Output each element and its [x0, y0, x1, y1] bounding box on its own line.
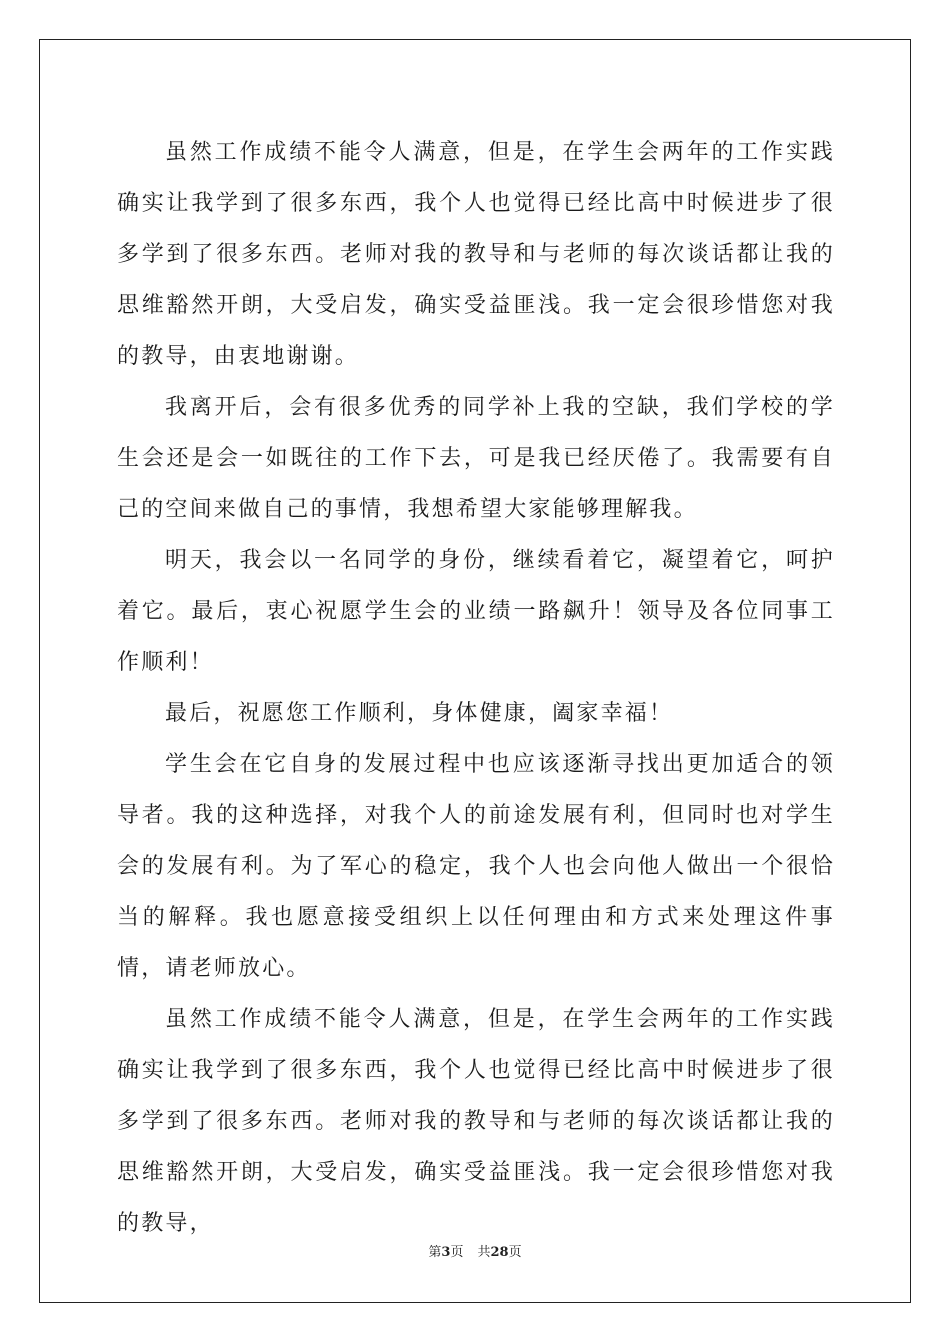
paragraph-3: 明天，我会以一名同学的身份，继续看着它，凝望着它，呵护着它。最后，衷心祝愿学生会的业绩一路飙升！领导及各位同事工作顺利！ [117, 548, 835, 675]
total-pages: 28 [490, 1245, 509, 1260]
document-body [117, 127, 835, 1249]
paragraph-6: 虽然工作成绩不能令人满意，但是，在学生会两年的工作实践确实让我学到了很多东西，我个人也觉得已经比高中时候进步了很多学到了很多东西。老师对我的教导和与老师的每次谈话都让我的思维豁然开朗，大受启发，确实受益匪浅。我一定会很珍惜您对我的教导， [117, 1007, 835, 1236]
page-number: 3 [441, 1245, 451, 1260]
paragraph-4: 最后，祝愿您工作顺利，身体健康，阖家幸福！ [165, 701, 674, 726]
page-prefix: 第 [428, 1245, 442, 1260]
paragraph-1: 虽然工作成绩不能令人满意，但是，在学生会两年的工作实践确实让我学到了很多东西，我个人也觉得已经比高中时候进步了很多学到了很多东西。老师对我的教导和与老师的每次谈话都让我的思维豁然开朗，大受启发，确实受益匪浅。我一定会很珍惜您对我的教导，由衷地谢谢。 [117, 140, 835, 369]
paragraph-2: 我离开后，会有很多优秀的同学补上我的空缺，我们学校的学生会还是会一如既往的工作下去，可是我已经厌倦了。我需要有自己的空间来做自己的事情，我想希望大家能够理解我。 [117, 395, 835, 522]
paragraph-5: 学生会在它自身的发展过程中也应该逐渐寻找出更加适合的领导者。我的这种选择，对我个人的前途发展有利，但同时也对学生会的发展有利。为了军心的稳定，我个人也会向他人做出一个很恰当的解释。我也愿意接受组织上以任何理由和方式来处理这件事情，请老师放心。 [117, 752, 835, 981]
page-suffix: 页 [450, 1245, 464, 1260]
page-footer [0, 1244, 950, 1262]
total-prefix: 共 [477, 1245, 491, 1260]
total-suffix: 页 [508, 1245, 522, 1260]
